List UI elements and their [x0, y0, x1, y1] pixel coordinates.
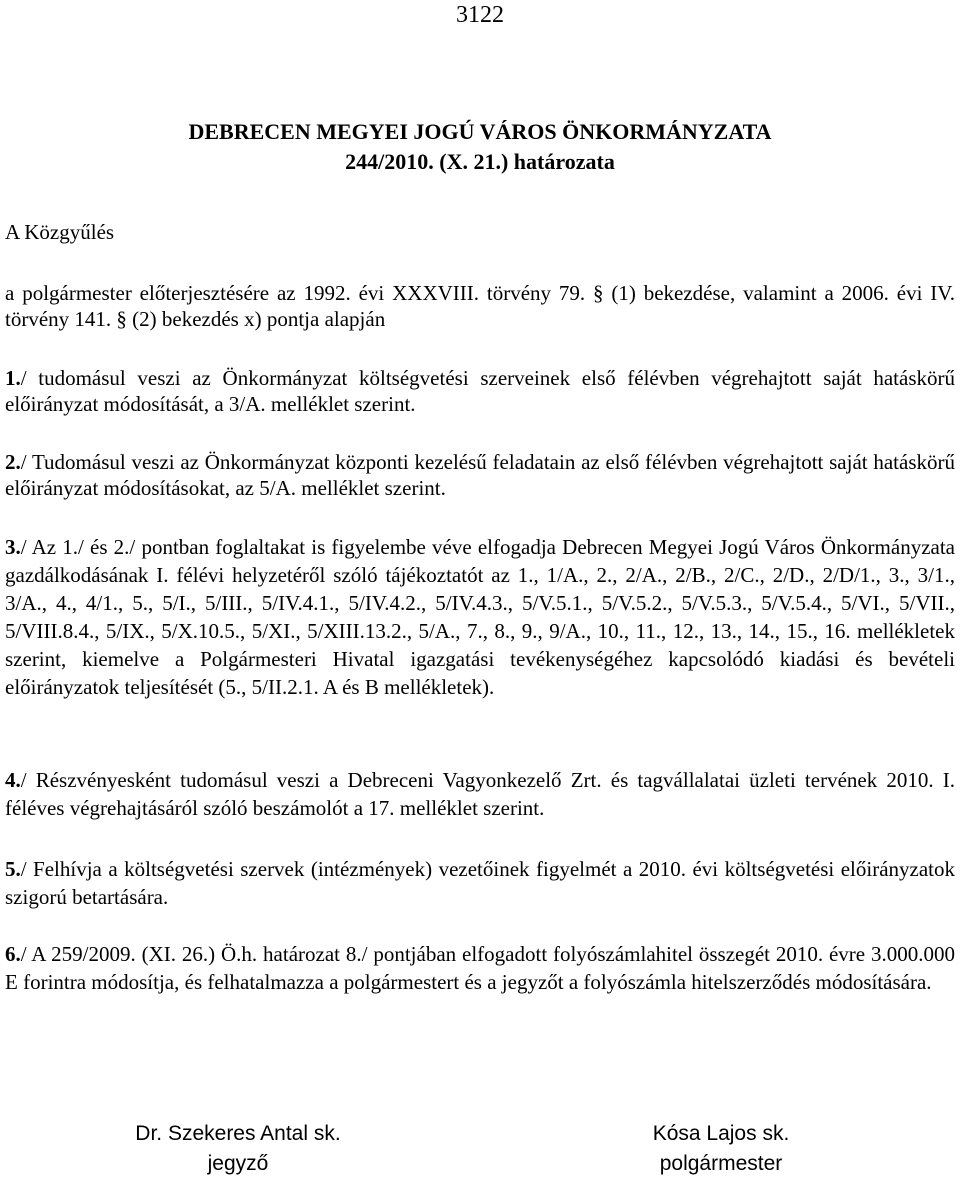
point-text: / Tudomásul veszi az Önkormányzat központi kezelésű feladatain az első félévben végrehajtott saját hatáskörű előirányzat módosításokat, az 5/A. melléklet szerint. [5, 450, 955, 500]
issuer-title: DEBRECEN MEGYEI JOGÚ VÁROS ÖNKORMÁNYZATA [188, 119, 772, 144]
signatory-title: jegyző [207, 1152, 269, 1175]
signature-notary [68, 1119, 408, 1179]
page-number: 3122 [456, 2, 504, 28]
resolution-point-3 [5, 533, 955, 701]
point-number: 3. [5, 535, 21, 559]
resolution-point-2 [5, 449, 955, 501]
resolution-point-1 [5, 365, 955, 417]
point-number: 2. [5, 450, 21, 474]
point-number: 1. [5, 366, 21, 390]
document-heading [0, 117, 960, 177]
legal-basis [5, 280, 955, 332]
assembly-text: A Közgyűlés [5, 220, 115, 244]
resolution-point-5 [5, 855, 955, 911]
signature-mayor [551, 1119, 891, 1179]
point-text: / Az 1./ és 2./ pontban foglaltakat is figyelembe véve elfogadja Debrecen Megyei Jogú Város Önkormányzata gazdálkodásának I. félévi helyzetéről szóló tájékoztatót az 1., 1/A., 2., 2/A., 2/B., 2/C., 2/D., 2/D/1., 3., 3/1., 3/A., 4., 4/1., 5., 5/I., 5/III., 5/IV.4.1., 5/IV.4.2., 5/IV.4.3., 5/V.5.1., 5/V.5.2., 5/V.5.3., 5/V.5.4., 5/VI., 5/VII., 5/VIII.8.4., 5/IX., 5/X.10.5., 5/XI., 5/XIII.13.2., 5/A., 7., 8., 9., 9/A., 10., 11., 12., 13., 14., 15., 16. mellékletek szerint, kiemelve a Polgármesteri Hivatal igazgatási tevékenységéhez kapcsolódó kiadási és bevételi előirányzatok teljesítését (5., 5/II.2.1. A és B mellékletek). [5, 535, 955, 699]
signatory-title: polgármester [659, 1152, 783, 1175]
point-number: 5. [5, 857, 21, 881]
resolution-point-6 [5, 940, 955, 996]
resolution-number: 244/2010. (X. 21.) határozata [345, 149, 615, 174]
point-text: / tudomásul veszi az Önkormányzat költségvetési szerveinek első félévben végrehajtott saját hatáskörű előirányzat módosítását, a 3/A. melléklet szerint. [5, 366, 955, 416]
point-text: / Részvényesként tudomásul veszi a Debreceni Vagyonkezelő Zrt. és tagvállalatai üzleti tervének 2010. I. féléves végrehajtásáról szóló beszámolót a 17. melléklet szerint. [5, 768, 955, 820]
resolution-point-4 [5, 766, 955, 822]
signatory-name: Kósa Lajos sk. [652, 1122, 790, 1145]
signatory-name: Dr. Szekeres Antal sk. [135, 1122, 341, 1145]
point-text: / Felhívja a költségvetési szervek (intézmények) vezetőinek figyelmét a 2010. évi költségvetési előirányzatok szigorú betartására. [5, 857, 955, 909]
point-number: 6. [5, 942, 21, 966]
legal-basis-text: a polgármester előterjesztésére az 1992. évi XXXVIII. törvény 79. § (1) bekezdése, valamint a 2006. évi IV. törvény 141. § (2) bekezdés x) pontja alapján [5, 281, 955, 331]
assembly-line [5, 219, 955, 245]
point-text: / A 259/2009. (XI. 26.) Ö.h. határozat 8./ pontjában elfogadott folyószámlahitel összegét 2010. évre 3.000.000 E forintra módosítja, és felhatalmazza a polgármestert és a jegyzőt a folyószámla hitelszerződés módosítására. [5, 942, 955, 994]
point-number: 4. [5, 768, 21, 792]
